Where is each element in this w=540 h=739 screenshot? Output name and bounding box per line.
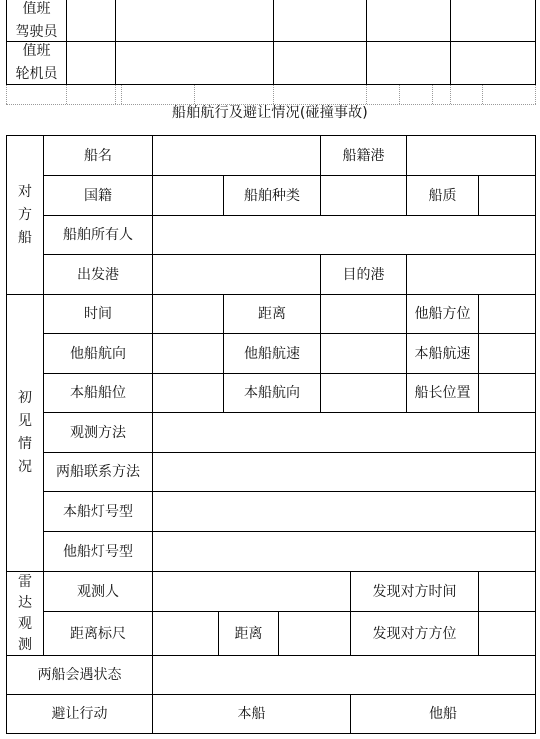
hull-material-label: 船质 [428,187,457,204]
departure-port-label: 出发港 [77,266,119,283]
ship-name-label: 船名 [84,147,112,164]
observation-method-label: 观测方法 [70,424,126,441]
detect-time-label: 发现对方时间 [372,583,457,600]
encounter-state-label: 两船会遇状态 [37,667,122,683]
ship-type-label: 船舶种类 [244,187,300,204]
radar-distance-label: 距离 [234,625,263,642]
other-ship-bearing-label: 他船方位 [414,306,471,322]
first-sight-group-label: 初 见 情 况 [18,390,32,475]
section-title: 船舶航行及避让情况(碰撞事故) [172,105,368,121]
registry-port-label: 船籍港 [342,147,385,164]
distance-label: 距离 [258,306,286,322]
ship-owner-label: 船舶所有人 [63,227,133,243]
own-ship-heading-label: 本船航向 [244,385,300,401]
duty-engineer-label: 值班 轮机员 [15,43,58,82]
contact-method-label: 两船联系方法 [56,464,140,480]
own-ship-speed-label: 本船航速 [414,345,471,362]
radar-observer-label: 观测人 [77,583,119,600]
detect-bearing-label: 发现对方方位 [372,625,457,642]
destination-port-label: 目的港 [342,266,385,283]
avoidance-action-label: 避让行动 [51,706,108,722]
own-ship-lights-label: 本船灯号型 [63,503,133,520]
range-scale-label: 距离标尺 [70,625,126,642]
radar-group-label: 雷 达 观 测 [18,573,32,653]
own-ship-position-label: 本船船位 [70,385,126,401]
nationality-label: 国籍 [84,187,112,204]
other-ship-lights-label: 他船灯号型 [63,543,133,560]
duty-driver-label: 值班 驾驶员 [15,0,58,40]
other-ship-heading-label: 他船航向 [70,345,126,362]
own-ship-column-label: 本船 [237,706,266,722]
other-ship-column-label: 他船 [429,706,457,722]
other-ship-speed-label: 他船航速 [244,345,300,362]
captain-position-label: 船长位置 [414,385,471,401]
time-label: 时间 [84,306,112,322]
other-ship-group-label: 对 方 船 [18,183,32,246]
